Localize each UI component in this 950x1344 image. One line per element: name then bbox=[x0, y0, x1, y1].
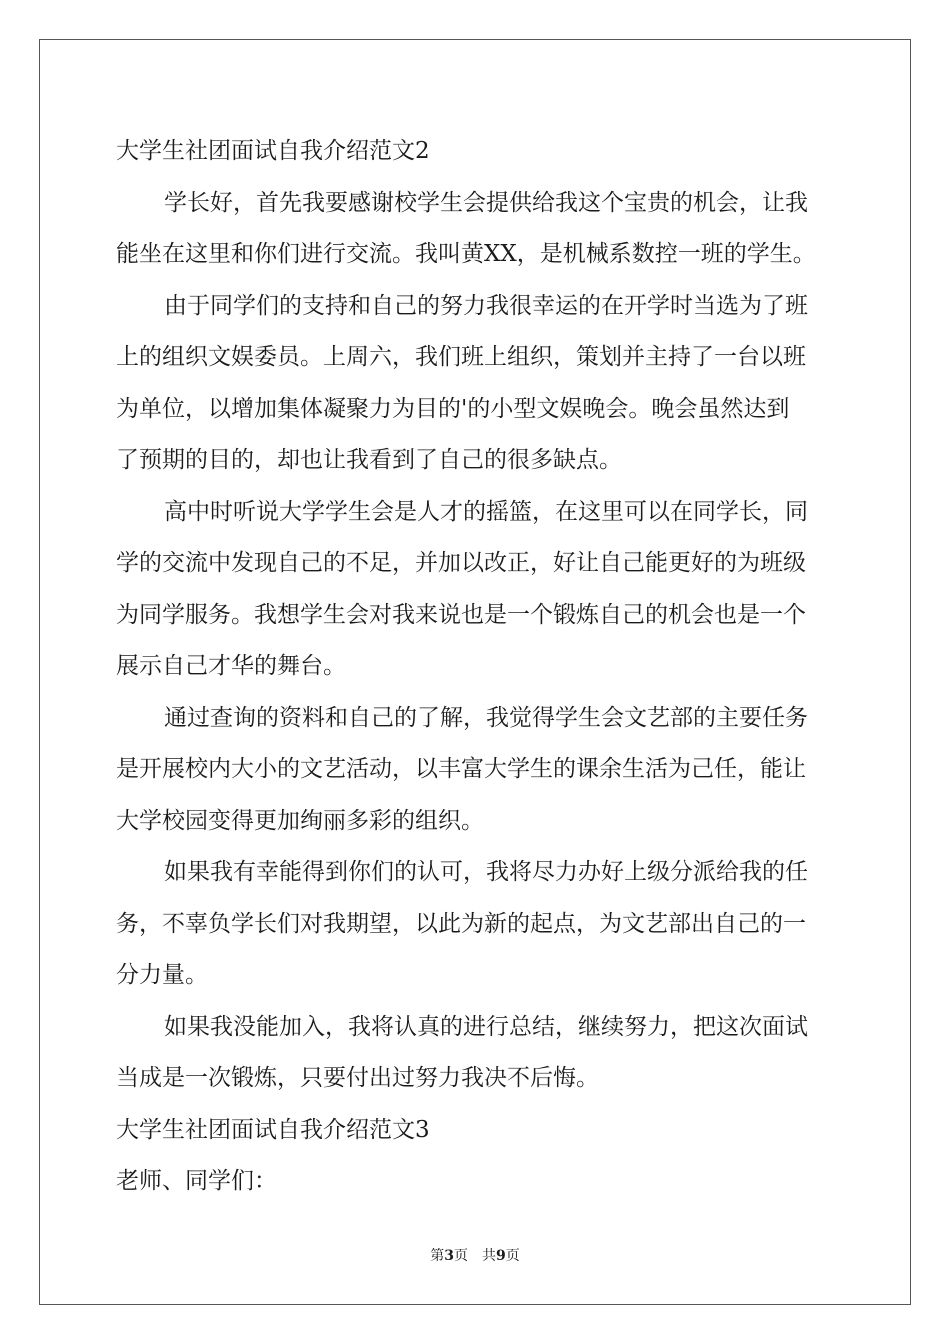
paragraph-line: 了预期的目的，却也让我看到了自己的很多缺点。 bbox=[116, 447, 622, 473]
paragraph-line: 由于同学们的支持和自己的努力我很幸运的在开学时当选为了班 bbox=[164, 292, 808, 319]
heading-text: 大学生社团面试自我介绍范文2 bbox=[116, 138, 430, 164]
section-heading bbox=[116, 1105, 834, 1157]
footer-total-prefix: 共 bbox=[482, 1248, 496, 1264]
section-heading bbox=[116, 126, 834, 178]
paragraph bbox=[116, 178, 834, 281]
paragraph-line: 如果我有幸能得到你们的认可，我将尽力办好上级分派给我的任 bbox=[164, 859, 808, 885]
footer-page-current: 3 bbox=[444, 1248, 454, 1264]
paragraph bbox=[116, 847, 834, 1002]
footer-page-suffix: 页 bbox=[454, 1248, 468, 1264]
paragraph-line: 展示自己才华的舞台。 bbox=[116, 653, 346, 679]
paragraph-line: 是开展校内大小的文艺活动，以丰富大学生的课余生活为己任，能让 bbox=[116, 756, 806, 782]
paragraph bbox=[116, 693, 834, 848]
paragraph-line: 为同学服务。我想学生会对我来说也是一个锻炼自己的机会也是一个 bbox=[116, 601, 806, 628]
document-body bbox=[116, 126, 834, 1208]
section-heading bbox=[116, 1156, 834, 1208]
heading-text: 老师、同学们： bbox=[116, 1168, 277, 1194]
paragraph-line: 学长好，首先我要感谢校学生会提供给我这个宝贵的机会，让我 bbox=[164, 189, 808, 216]
paragraph-line: 通过查询的资料和自己的了解，我觉得学生会文艺部的主要任务 bbox=[164, 704, 808, 731]
paragraph-line: 高中时听说大学学生会是人才的摇篮，在这里可以在同学长，同 bbox=[164, 498, 808, 525]
paragraph-line: 能坐在这里和你们进行交流。我叫黄XX，是机械系数控一班的学生。 bbox=[116, 241, 816, 267]
footer-page-total: 9 bbox=[496, 1248, 506, 1264]
paragraph-line: 如果我没能加入，我将认真的进行总结，继续努力，把这次面试 bbox=[164, 1013, 808, 1040]
paragraph bbox=[116, 1002, 834, 1105]
paragraph bbox=[116, 487, 834, 693]
paragraph-line: 当成是一次锻炼，只要付出过努力我决不后悔。 bbox=[116, 1065, 599, 1091]
paragraph-line: 大学校园变得更加绚丽多彩的组织。 bbox=[116, 807, 484, 834]
paragraph-line: 学的交流中发现自己的不足，并加以改正，好让自己能更好的为班级 bbox=[116, 550, 806, 576]
paragraph-line: 为单位，以增加集体凝聚力为目的'的小型文娱晚会。晚会虽然达到 bbox=[116, 395, 790, 422]
paragraph bbox=[116, 281, 834, 487]
paragraph-line: 分力量。 bbox=[116, 962, 208, 988]
page-footer bbox=[0, 1247, 950, 1265]
footer-total-suffix: 页 bbox=[505, 1248, 520, 1264]
heading-text: 大学生社团面试自我介绍范文3 bbox=[116, 1116, 430, 1143]
paragraph-line: 务，不辜负学长们对我期望，以此为新的起点，为文艺部出自己的一 bbox=[116, 910, 806, 937]
footer-page-prefix: 第 bbox=[430, 1248, 445, 1264]
paragraph-line: 上的组织文娱委员。上周六，我们班上组织，策划并主持了一台以班 bbox=[116, 344, 806, 370]
